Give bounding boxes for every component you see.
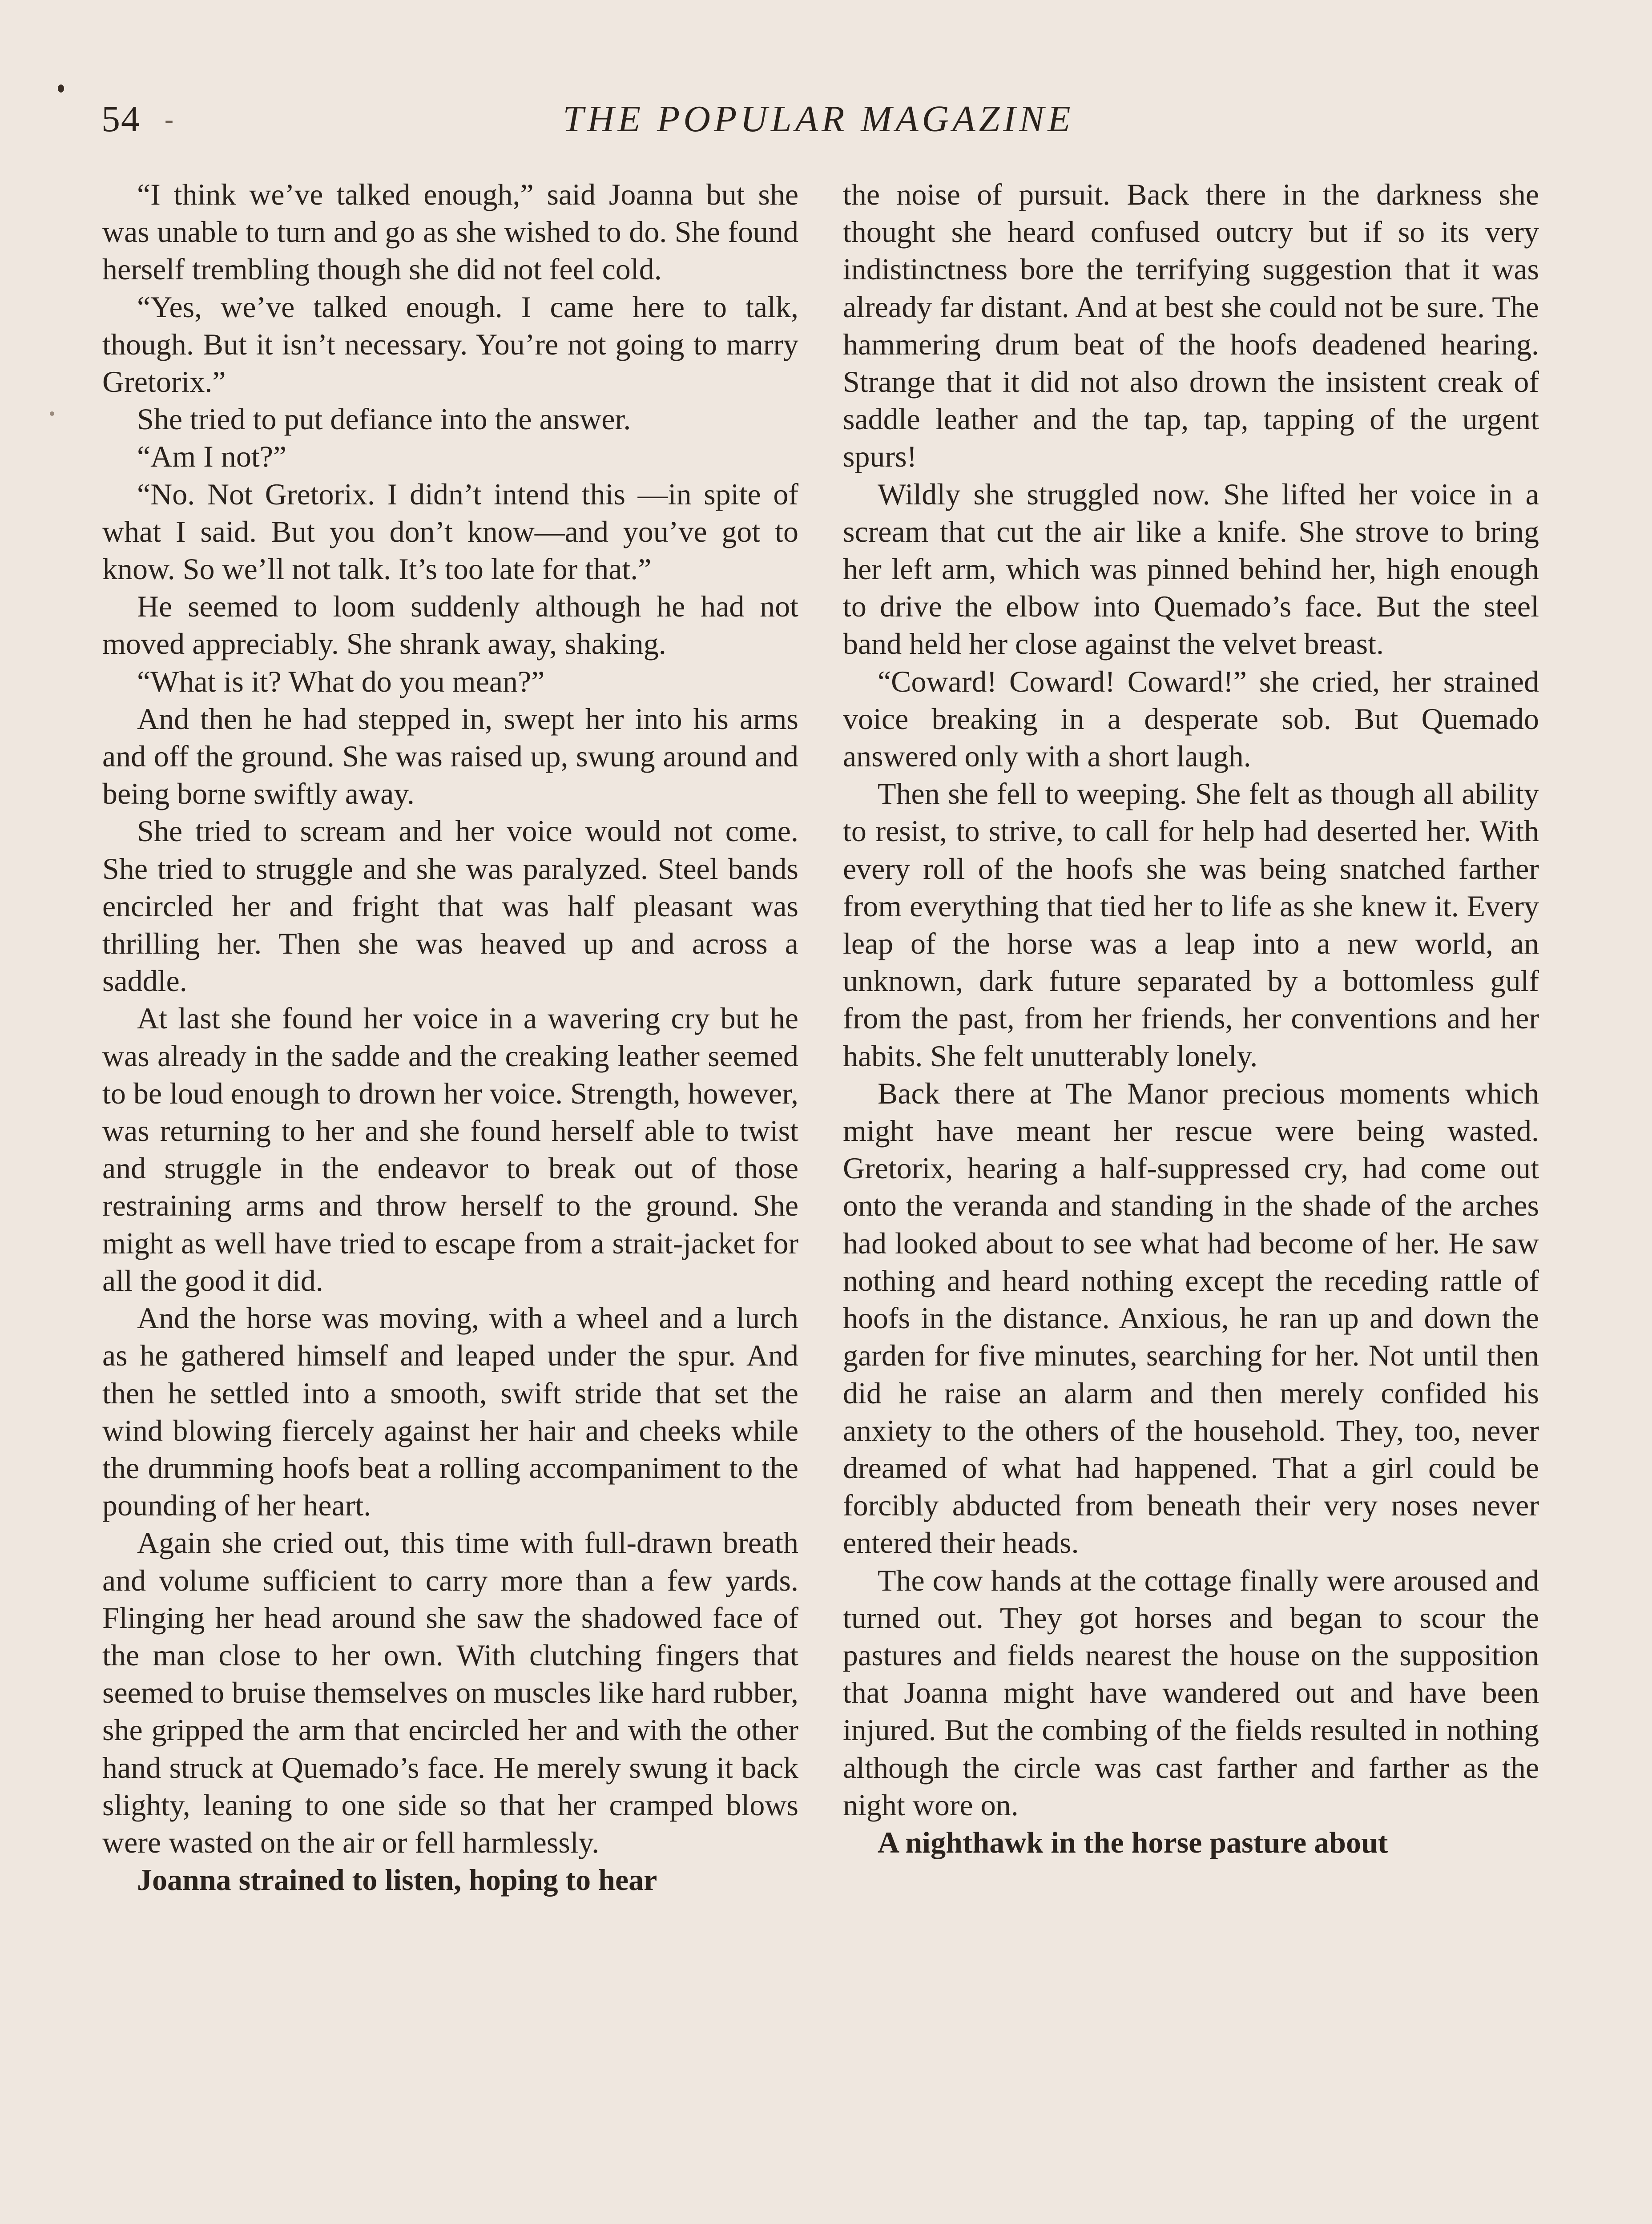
paragraph: At last she found her voice in a wavering cry but he was already in the sadde and the creaking leather seemed to be loud enough to drown her voice. Strength, however, was returning to her and she found herself able to twist and struggle in the endeavor to break out of those restraining arms and throw herself to the ground. She might as well have tried to escape from a strait-jacket for all the good it did. <box>102 1001 798 1297</box>
paragraph: “Am I not?” <box>137 439 287 474</box>
paragraph: Back there at The Manor precious moments which might have meant her rescue were being wasted. Gretorix, hearing a half-suppressed cry, had come out onto the veranda and standing in the shade of the arches had looked about to see what had become of her. He saw nothing and heard nothing except the receding rattle of hoofs in the distance. Anxious, he ran up and down the garden for five minutes, searching for her. Not until then did he raise an alarm and then merely confided his anxiety to the others of the household. They, too, never dreamed of what had happened. That a girl could be forcibly abducted from beneath their very noses never entered their heads. <box>843 1076 1539 1560</box>
paragraph: Again she cried out, this time with full-drawn breath and volume sufficient to carry more than a few yards. Flinging her head around she saw the shadowed face of the man close to her own. With clutching fingers that seemed to bruise themselves on muscles like hard rubber, she gripped the arm that encircled her and with the other hand struck at Quemado’s face. He merely swung it back slighty, leaning to one side so that her cramped blows were wasted on the air or fell harmlessly. <box>102 1526 798 1859</box>
paragraph: “No. Not Gretorix. I didn’t intend this —in spite of what I said. But you don’t know—and you’ve got to know. So we’ll not talk. It’s too late for that.” <box>102 477 798 586</box>
running-head: THE POPULAR MAGAZINE <box>563 98 1074 140</box>
ink-speck <box>50 411 54 416</box>
paragraph: “What is it? What do you mean?” <box>137 664 545 698</box>
paragraph: She tried to scream and her voice would not come. She tried to struggle and she was paralyzed. Steel bands encircled her and fright that was half pleasant was thrilling her. Then she was heaved up and across a saddle. <box>102 814 798 998</box>
paragraph: the noise of pursuit. Back there in the darkness she thought she heard confused outcry but if so its very indistinctness bore the terrifying suggestion that it was already far distant. And at best she could not be sure. The hammering drum beat of the hoofs deadened hearing. Strange that it did not also drown the insistent creak of saddle leather and the tap, tap, tapping of the urgent spurs! <box>843 177 1539 474</box>
paragraph: “Coward! Coward! Coward!” she cried, her strained voice breaking in a desperate sob. But Quemado answered only with a short laugh. <box>843 664 1539 774</box>
paragraph: She tried to put defiance into the answer. <box>137 402 631 436</box>
paragraph: Joanna strained to listen, hoping to hear <box>137 1863 657 1897</box>
paragraph: A nighthawk in the horse pasture about <box>878 1825 1388 1859</box>
page-header <box>0 87 1652 149</box>
paragraph: The cow hands at the cottage finally were aroused and turned out. They got horses and began to scour the pastures and fields nearest the house on the supposition that Joanna might have wandered out and have been injured. But the combing of the fields resulted in nothing although the circle was cast farther and farther as the night wore on. <box>843 1563 1539 1822</box>
paragraph: “Yes, we’ve talked enough. I came here to talk, though. But it isn’t necessary. You’re not going to marry Gretorix.” <box>102 290 798 399</box>
page-number: 54 <box>101 98 141 140</box>
paragraph: He seemed to loom suddenly although he had not moved appreciably. She shrank away, shaking. <box>102 589 798 661</box>
paragraph: Then she fell to weeping. She felt as though all ability to resist, to strive, to call for help had deserted her. With every roll of the hoofs she was being snatched farther from everything that tied her to life as she knew it. Every leap of the horse was a leap into a new world, an unknown, dark future separated by a bottomless gulf from the past, from her friends, her conventions and her habits. She felt unutterably lonely. <box>843 777 1539 1073</box>
paragraph: “I think we’ve talked enough,” said Joanna but she was unable to turn and go as she wished to do. She found herself trembling though she did not feel cold. <box>102 177 798 286</box>
paragraph: Wildly she struggled now. She lifted her voice in a scream that cut the air like a knife. She strove to bring her left arm, which was pinned behind her, high enough to drive the elbow into Quemado’s face. But the steel band held her close against the velvet breast. <box>843 477 1539 661</box>
page-number-dash: - <box>165 105 173 134</box>
paragraph: And the horse was moving, with a wheel and a lurch as he gathered himself and leaped under the spur. And then he settled into a smooth, swift stride that set the wind blowing fiercely against her hair and cheeks while the drumming hoofs beat a rolling accompaniment to the pounding of her heart. <box>102 1301 798 1523</box>
right-column <box>843 176 1539 1861</box>
paragraph: And then he had stepped in, swept her into his arms and off the ground. She was raised up, swung around and being borne swiftly away. <box>102 701 798 811</box>
left-column <box>102 176 798 1898</box>
